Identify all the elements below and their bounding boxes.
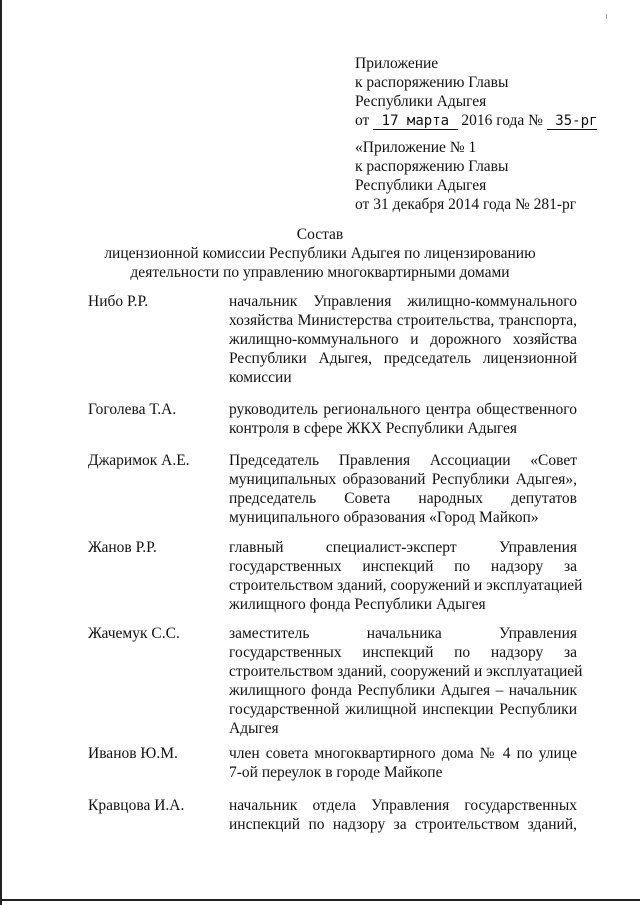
member-description: начальник отдела Управления государственных инспекций по надзору за строительством зданий, xyxy=(229,797,577,833)
title-line: лицензионной комиссии Республики Адыгея по лицензированию xyxy=(104,245,536,262)
appendix-line: от 31 декабря 2014 года № 281-рг xyxy=(355,196,577,213)
member-name: Жанов Р.Р. xyxy=(88,539,157,556)
member-description: руководитель регионального центра общественного контроля в сфере ЖКХ Республики Адыгея xyxy=(229,401,577,437)
appendix-line: «Приложение № 1 xyxy=(355,139,477,156)
appendix-line: к распоряжению Главы xyxy=(355,74,509,91)
scan-bottom-edge xyxy=(0,899,640,901)
document-title xyxy=(60,225,580,282)
member-name: Кравцова И.А. xyxy=(88,797,185,814)
title-line: Состав xyxy=(296,226,344,243)
date-year: 2016 года № xyxy=(461,112,543,129)
member-name: Джаримок А.Е. xyxy=(88,452,190,469)
member-description: Председатель Правления Ассоциации «Совет муниципальных образований Республики Адыгея», председатель Совета народных депутатов муниципального образования «Город Майкоп» xyxy=(229,452,577,526)
title-line: деятельности по управлению многоквартирными домами xyxy=(130,264,510,281)
appendix-header xyxy=(355,54,605,130)
member-description: начальник Управления жилищно-коммунального хозяйства Министерства строительства, транспорта, жилищно-коммунального и дорожного хозяйства Республики Адыгея, председатель лицензионной комиссии xyxy=(229,293,577,386)
original-appendix-header xyxy=(355,138,605,214)
member-name: Нибо Р.Р. xyxy=(88,293,149,310)
member-description: главный специалист-эксперт Управления государственных инспекций по надзору за строительством зданий, сооружений и эксплуатацией жилищного фонда Республики Адыгея xyxy=(229,539,583,613)
appendix-line: Республики Адыгея xyxy=(355,177,487,194)
scan-mark xyxy=(606,14,607,19)
appendix-date-line xyxy=(355,111,605,130)
appendix-line: Приложение xyxy=(355,55,439,72)
scan-left-edge xyxy=(0,0,2,905)
appendix-line: Республики Адыгея xyxy=(355,93,487,110)
date-prefix: от xyxy=(355,112,370,129)
member-description: член совета многоквартирного дома № 4 по улице 7-ой переулок в городе Майкопе xyxy=(229,745,577,781)
member-name: Иванов Ю.М. xyxy=(88,745,178,762)
member-name: Гоголева Т.А. xyxy=(88,401,177,418)
member-description: заместитель начальника Управления государственных инспекций по надзору за строительством зданий, сооружений и эксплуатацией жилищного фонда Республики Адыгея – начальник государственной жилищной инспекции Республики Адыгея xyxy=(229,625,583,737)
doc-number: 35-рг xyxy=(547,114,598,130)
member-name: Жачемук С.С. xyxy=(88,625,180,642)
appendix-line: к распоряжению Главы xyxy=(355,158,509,175)
date-day-month: 17 марта xyxy=(373,114,457,130)
